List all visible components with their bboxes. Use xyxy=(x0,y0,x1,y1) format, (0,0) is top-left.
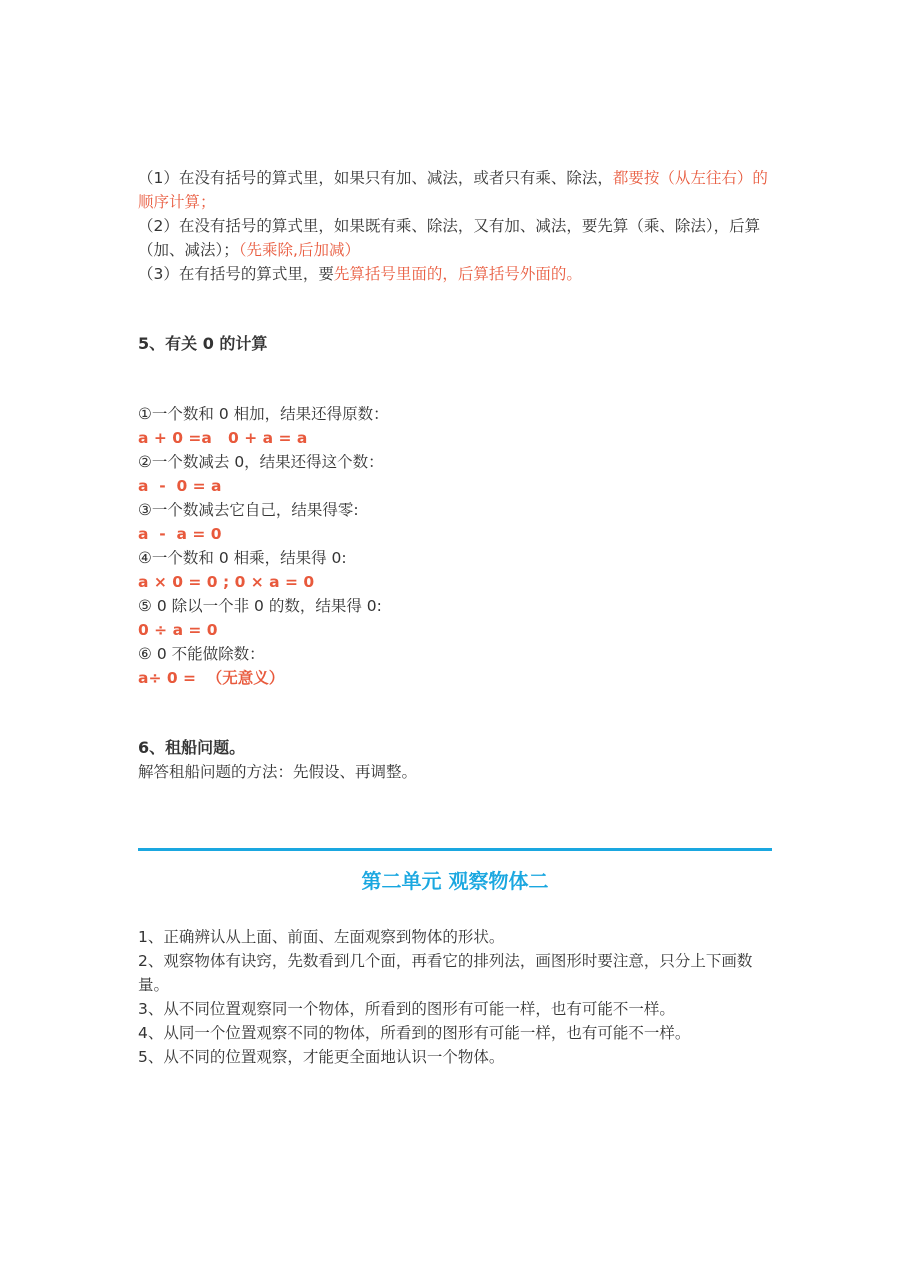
rule-3-highlight: 先算括号里面的，后算括号外面的。 xyxy=(333,265,582,283)
zero-rule-formula: a÷ 0 = （无意义） xyxy=(138,669,285,687)
rule-3 xyxy=(138,262,772,286)
rule-2 xyxy=(138,214,772,262)
list-item: 4、从同一个位置观察不同的物体，所看到的图形有可能一样，也有可能不一样。 xyxy=(138,1024,691,1042)
zero-rule-desc: ⑥ 0 不能做除数： xyxy=(138,645,265,663)
rule-2-text: （2）在没有括号的算式里，如果既有乘、除法，又有加、减法，要先算（乘、除法），后算（加、减法）； xyxy=(138,217,761,259)
zero-rule-formula: a + 0 =a 0 + a = a xyxy=(138,429,308,447)
section-5-title: 5、有关 0 的计算 xyxy=(138,334,268,353)
section-6-text: 解答租船问题的方法：先假设、再调整。 xyxy=(138,763,418,781)
zero-rule-formula: a × 0 = 0 ; 0 × a = 0 xyxy=(138,573,315,591)
rule-1-highlight: 都要按（从左往右）的顺序计算； xyxy=(138,169,768,211)
section-6-title: 6、租船问题。 xyxy=(138,738,246,757)
rule-1-text: （1）在没有括号的算式里，如果只有加、减法，或者只有乘、除法， xyxy=(138,169,613,187)
zero-rule-formula: 0 ÷ a = 0 xyxy=(138,621,218,639)
zero-rule-desc: ⑤ 0 除以一个非 0 的数，结果得 0: xyxy=(138,597,382,615)
unit-2-list xyxy=(138,925,772,1069)
list-item: 5、从不同的位置观察，才能更全面地认识一个物体。 xyxy=(138,1048,505,1066)
rule-2-highlight: （先乘除,后加减） xyxy=(238,241,360,259)
zero-rule-formula: a - 0 = a xyxy=(138,477,222,495)
operation-order-rules xyxy=(138,166,772,286)
unit-divider xyxy=(138,848,772,851)
section-boat-rental xyxy=(138,736,772,784)
unit-2-title: 第二单元 观察物体二 xyxy=(361,869,549,893)
document-page xyxy=(138,166,772,1069)
zero-rules-list xyxy=(138,402,772,690)
zero-rule-formula: a - a = 0 xyxy=(138,525,222,543)
rule-3-text: （3）在有括号的算式里，要 xyxy=(138,265,334,283)
zero-rule-desc: ②一个数减去 0，结果还得这个数： xyxy=(138,453,384,471)
zero-rule-desc: ③一个数减去它自己，结果得零: xyxy=(138,501,359,519)
rule-1 xyxy=(138,166,772,214)
section-zero-calculation xyxy=(138,332,772,690)
list-item: 1、正确辨认从上面、前面、左面观察到物体的形状。 xyxy=(138,928,505,946)
zero-rule-desc: ④一个数和 0 相乘，结果得 0: xyxy=(138,549,347,567)
zero-rule-desc: ①一个数和 0 相加，结果还得原数： xyxy=(138,405,389,423)
list-item: 2、观察物体有诀窍，先数看到几个面，再看它的排列法，画图形时要注意，只分上下画数量。 xyxy=(138,952,753,994)
list-item: 3、从不同位置观察同一个物体，所看到的图形有可能一样，也有可能不一样。 xyxy=(138,1000,675,1018)
